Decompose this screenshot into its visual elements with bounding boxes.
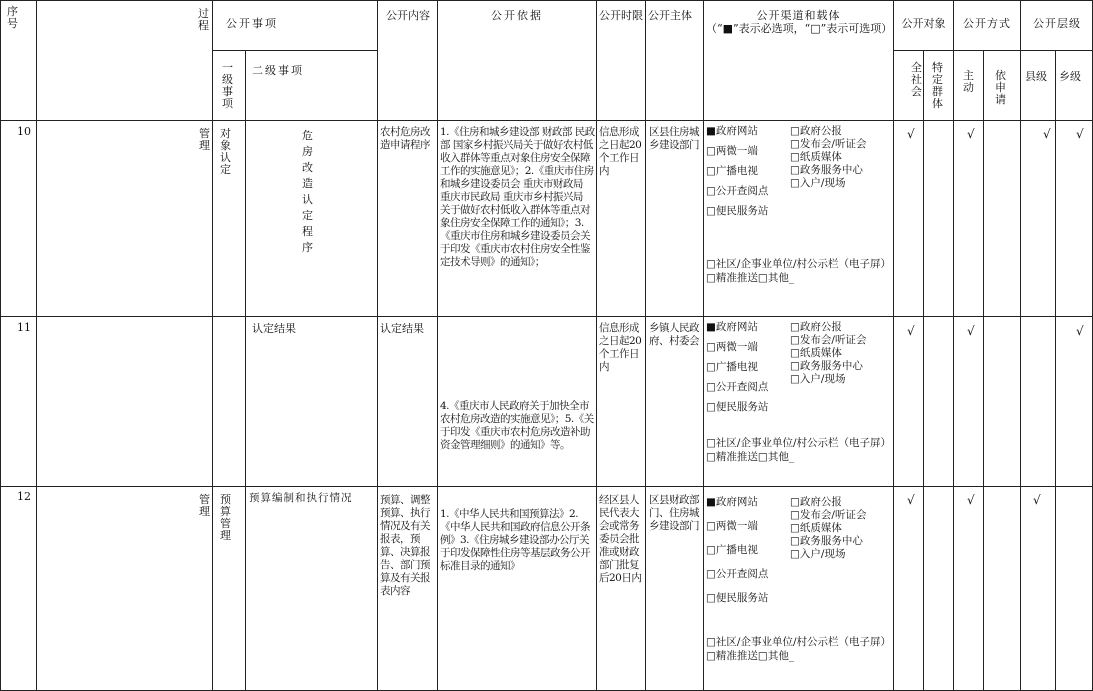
row-11-seq: 11 bbox=[17, 321, 31, 334]
channel-option[interactable]: □纸质媒体 bbox=[790, 347, 842, 359]
channel-option[interactable]: □发布会/听证会 bbox=[790, 334, 867, 346]
col-divider bbox=[245, 50, 246, 691]
row-10-content: 农村危房改造申请程序 bbox=[380, 126, 430, 151]
row-divider bbox=[0, 120, 1093, 121]
header-time: 公开时限 bbox=[599, 9, 643, 22]
row-10-level2: 危房改造认定程序 bbox=[302, 129, 313, 254]
header-items: 公开事项 bbox=[226, 17, 278, 30]
header-level2: 二级事项 bbox=[252, 64, 304, 77]
row-12-process: 管理 bbox=[199, 493, 210, 518]
channel-option[interactable]: □政务服务中心 bbox=[790, 164, 863, 176]
header-level-county: 县级 bbox=[1025, 70, 1047, 83]
header-method-apply: 依申请 bbox=[995, 69, 1006, 106]
channel-option[interactable]: □入户/现场 bbox=[790, 177, 846, 189]
channel-option[interactable]: □政府公报 bbox=[790, 125, 842, 137]
table-border-left bbox=[0, 0, 1, 691]
header-target-all: 全社会 bbox=[911, 61, 922, 98]
channel-option[interactable]: □入户/现场 bbox=[790, 373, 846, 385]
row-12-basis: 1.《中华人民共和国预算法》2.《中华人民共和国政府信息公开条例》3.《住房城乡建设部办公厅关于印发保障性住房等基层政务公开标准目录的通知》 bbox=[440, 508, 590, 572]
row-10-seq: 10 bbox=[17, 125, 31, 138]
col-divider bbox=[36, 0, 37, 691]
row-10-time: 信息形成之日起20个工作日内 bbox=[599, 126, 642, 177]
channel-option[interactable]: □政务服务中心 bbox=[790, 535, 863, 547]
header-channels: 公开渠道和载体 bbox=[756, 9, 841, 22]
row-12-channels-right bbox=[790, 496, 866, 561]
col-divider bbox=[893, 0, 894, 691]
header-method: 公开方式 bbox=[963, 17, 1011, 30]
header-seq: 序号 bbox=[7, 5, 18, 30]
header-level1: 一级事项 bbox=[222, 61, 233, 110]
row-11-channels-bottom bbox=[706, 437, 891, 465]
row-12-level1: 预算管理 bbox=[220, 493, 231, 542]
row-10-level1: 对象认定 bbox=[220, 127, 231, 176]
channel-option[interactable]: □发布会/听证会 bbox=[790, 509, 867, 521]
header-subdivider bbox=[212, 50, 377, 51]
row-11-time: 信息形成之日起20个工作日内 bbox=[599, 322, 642, 373]
channel-option[interactable]: □入户/现场 bbox=[790, 548, 846, 560]
header-level-town: 乡级 bbox=[1059, 70, 1081, 83]
header-process: 过程 bbox=[198, 7, 209, 32]
col-divider bbox=[1055, 50, 1056, 691]
row-11-mark-town: √ bbox=[1076, 324, 1084, 338]
row-12-mark-county: √ bbox=[1033, 493, 1041, 507]
row-11-level2: 认定结果 bbox=[252, 322, 296, 335]
row-11-channels-right bbox=[790, 321, 866, 386]
channel-option[interactable]: □公开查阅点 bbox=[706, 185, 769, 197]
header-target-specific: 特定群体 bbox=[932, 61, 943, 110]
row-12-channels-left bbox=[706, 496, 768, 616]
row-12-channels-bottom bbox=[706, 636, 891, 664]
col-divider bbox=[212, 0, 213, 691]
channel-option[interactable]: □精准推送□其他_ bbox=[706, 451, 795, 463]
col-divider bbox=[437, 0, 438, 691]
row-10-mark-town: √ bbox=[1076, 127, 1084, 141]
row-12-mark-active: √ bbox=[967, 493, 975, 507]
row-10-channels-bottom bbox=[706, 258, 891, 286]
channel-option[interactable]: □两微一端 bbox=[706, 145, 758, 157]
row-11-mark-active: √ bbox=[967, 324, 975, 338]
col-divider bbox=[377, 0, 378, 691]
channel-option[interactable]: □公开查阅点 bbox=[706, 568, 769, 580]
col-divider bbox=[923, 50, 924, 691]
channel-option[interactable]: □精准推送□其他_ bbox=[706, 650, 795, 662]
row-11-subject: 乡镇人民政府、村委会 bbox=[649, 322, 699, 347]
channel-option[interactable]: □两微一端 bbox=[706, 520, 758, 532]
channel-option[interactable]: □政府公报 bbox=[790, 321, 842, 333]
col-divider bbox=[953, 0, 954, 691]
channel-option[interactable]: □政府公报 bbox=[790, 496, 842, 508]
row-10-channels-right bbox=[790, 125, 866, 190]
row-10-mark-all: √ bbox=[907, 127, 915, 141]
channel-option[interactable]: ■政府网站 bbox=[706, 125, 758, 137]
row-11-basis: 4.《重庆市人民政府关于加快全市农村危房改造的实施意见》；5.《关于印发《重庆市农村危房改造补助资金管理细则》的通知》等。 bbox=[440, 400, 594, 451]
header-content: 公开内容 bbox=[386, 9, 430, 22]
channel-option[interactable]: □社区/企事业单位/村公示栏（电子屏） bbox=[706, 258, 891, 270]
channel-option[interactable]: □纸质媒体 bbox=[790, 151, 842, 163]
channel-option[interactable]: ■政府网站 bbox=[706, 321, 758, 333]
header-basis: 公开依据 bbox=[491, 9, 543, 22]
channel-option[interactable]: □精准推送□其他_ bbox=[706, 272, 795, 284]
row-10-basis: 1.《住房和城乡建设部 财政部 民政部 国家乡村振兴局关于做好农村低收入群体等重点对象住房安全保障工作的实施意见》；2.《重庆市住房和城乡建设委员会 重庆市财政局 重庆市民政局 重庆市乡村振兴局 关于做好农村低收入群体等重点对象住房安全保障工作的通知》；3.《重庆市住房和城乡建设委员会关于印发《重庆市农村住房安全性鉴定技术导则》的通知》； bbox=[440, 126, 595, 268]
header-target: 公开对象 bbox=[901, 17, 946, 30]
row-10-mark-active: √ bbox=[967, 127, 975, 141]
row-12-seq: 12 bbox=[17, 490, 31, 503]
row-divider bbox=[0, 486, 1093, 487]
col-divider bbox=[596, 0, 597, 691]
col-divider bbox=[703, 0, 704, 691]
channel-option[interactable]: □广播电视 bbox=[706, 165, 758, 177]
channel-option[interactable]: □公开查阅点 bbox=[706, 381, 769, 393]
row-11-channels-left bbox=[706, 321, 768, 421]
channel-option[interactable]: □便民服务站 bbox=[706, 205, 769, 217]
channel-option[interactable]: □社区/企事业单位/村公示栏（电子屏） bbox=[706, 437, 891, 449]
col-divider bbox=[1020, 0, 1021, 691]
row-10-channels-left bbox=[706, 125, 768, 225]
row-12-subject: 区县财政部门、住房城乡建设部门 bbox=[649, 494, 699, 532]
col-divider bbox=[983, 50, 984, 691]
channel-option[interactable]: □发布会/听证会 bbox=[790, 138, 867, 150]
channel-option[interactable]: □纸质媒体 bbox=[790, 522, 842, 534]
header-method-active: 主动 bbox=[963, 69, 974, 94]
channel-option[interactable]: □便民服务站 bbox=[706, 592, 769, 604]
channel-option[interactable]: □社区/企事业单位/村公示栏（电子屏） bbox=[706, 636, 891, 648]
row-12-mark-all: √ bbox=[907, 493, 915, 507]
row-11-mark-all: √ bbox=[907, 324, 915, 338]
row-11-content: 认定结果 bbox=[380, 322, 424, 335]
row-10-process: 管理 bbox=[199, 127, 210, 152]
row-12-time: 经区县人民代表大会或常务委员会批准或财政部门批复后20日内 bbox=[599, 494, 642, 584]
channel-option[interactable]: □政务服务中心 bbox=[790, 360, 863, 372]
row-12-content: 预算、调整预算、执行情况及有关报表，预算、决算报告、部门预算及有关报表内容 bbox=[380, 494, 430, 597]
header-subject: 公开主体 bbox=[648, 9, 692, 22]
table-border-top bbox=[0, 0, 1093, 1]
channel-option[interactable]: ■政府网站 bbox=[706, 496, 758, 508]
header-channels-note: （“■”表示必选项，“□”表示可选项） bbox=[706, 22, 893, 35]
channel-option[interactable]: □两微一端 bbox=[706, 341, 758, 353]
row-10-subject: 区县住房城乡建设部门 bbox=[649, 126, 699, 151]
header-level: 公开层级 bbox=[1033, 17, 1081, 30]
channel-option[interactable]: □广播电视 bbox=[706, 544, 758, 556]
row-12-level2: 预算编制和执行情况 bbox=[249, 492, 353, 504]
col-divider bbox=[645, 0, 646, 691]
row-10-mark-county: √ bbox=[1043, 127, 1051, 141]
channel-option[interactable]: □广播电视 bbox=[706, 361, 758, 373]
channel-option[interactable]: □便民服务站 bbox=[706, 401, 769, 413]
